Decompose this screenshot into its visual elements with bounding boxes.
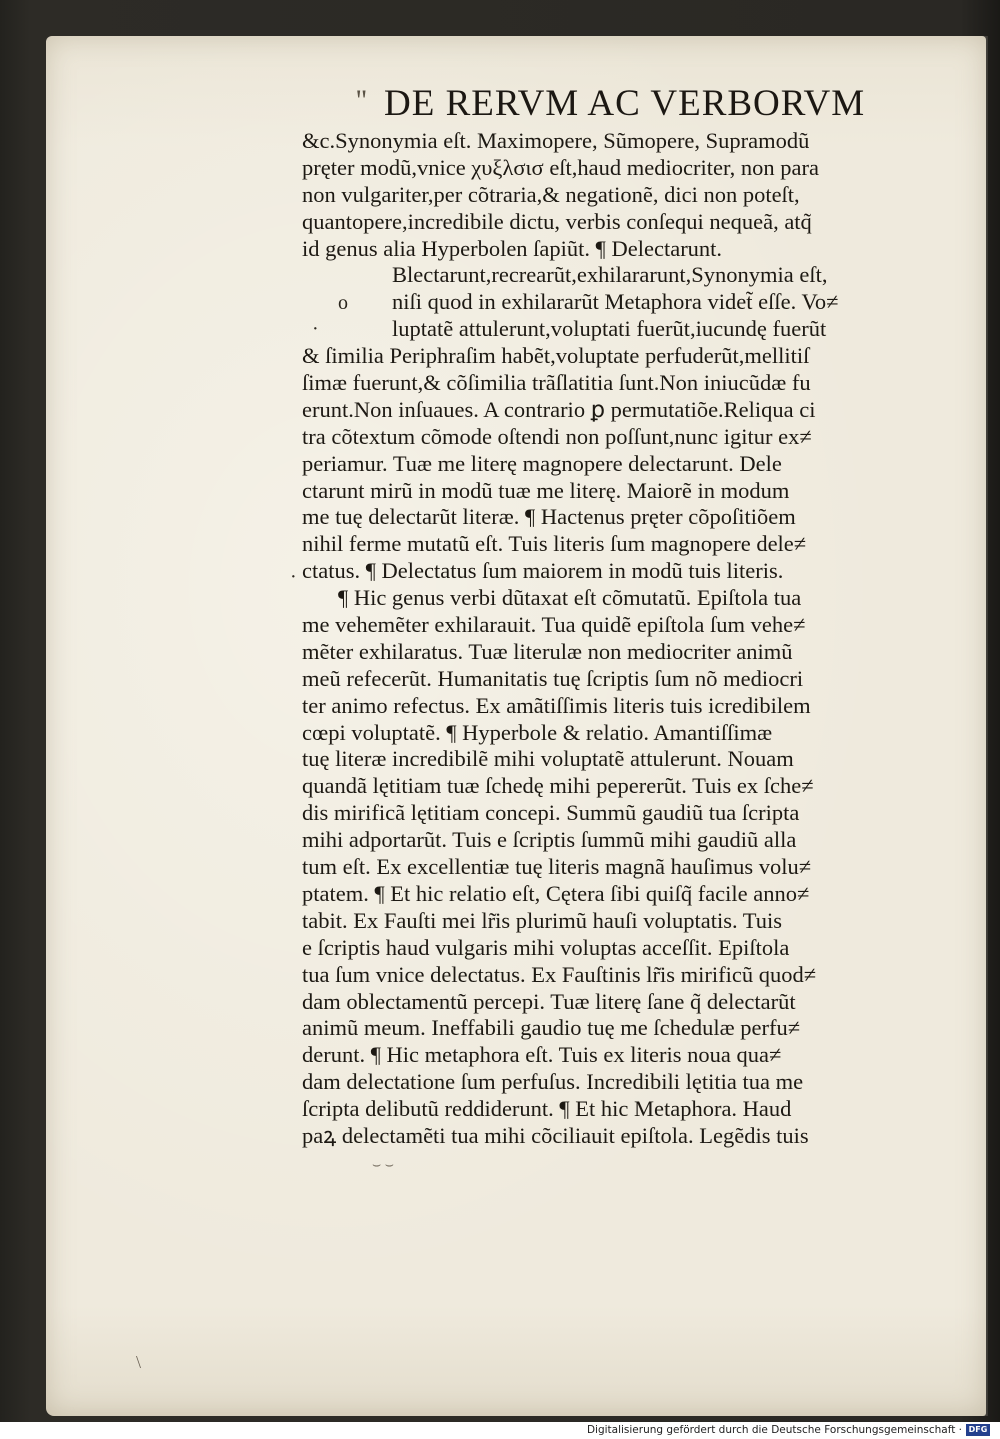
text-line: id genus alia Hyperbolen ſapiũt. ¶ Delectarunt.: [302, 235, 723, 261]
text-line: tra cõtextum cõmode oſtendi non poſſunt,nunc igitur ex≠: [302, 423, 812, 449]
text-line: quandã lętitiam tuæ ſchedę mihi pepererũt. Tuis ex ſche≠: [302, 773, 814, 799]
text-line: mihi adportarũt. Tuis e ſcriptis ſummũ mihi gaudiũ alla: [302, 827, 797, 853]
text-line: Blectarunt,recrearũt,exhilararunt,Synonymia eſt,: [392, 262, 828, 288]
text-line: ¶ Hic genus verbi dũtaxat eſt cõmutatũ. Epiſtola tua: [338, 585, 802, 611]
text-line: non vulgariter,per cõtraria,& negationẽ, dici non poteſt,: [302, 181, 800, 207]
text-line: mẽter exhilaratus. Tuæ literulæ non mediocriter animũ: [302, 638, 793, 664]
text-line: tabit. Ex Fauſti mei lr̃is plurimũ hauſi voluptatis. Tuis: [302, 907, 783, 933]
text-line: dam delectatione ſum perfuſus. Incredibili lętitia tua me: [302, 1069, 804, 1095]
text-line: me tuę delectarũt literæ. ¶ Hactenus pręter cõpoſitiõem: [302, 504, 796, 530]
text-line: tua ſum vnice delectatus. Ex Fauſtinis lr̃is mirificũ quod≠: [302, 961, 817, 987]
text-line: animũ meum. Ineffabili gaudio tuę me ſchedulæ perfu≠: [302, 1015, 801, 1041]
text-line: erunt.Non inſuaues. A contrario ꝑ permutatiõe.Reliqua ci: [302, 396, 816, 422]
text-line: periamur. Tuæ me literę magnopere delectarunt. Dele: [302, 450, 782, 476]
text-line: ter animo refectus. Ex amãtiſſimis literis tuis icredibilem: [302, 692, 811, 718]
text-line: nihil ferme mutatũ eſt. Tuis literis ſum magnopere dele≠: [302, 531, 807, 557]
text-line: quantopere,incredibile dictu, verbis conſequi nequeã, atq̃: [302, 208, 812, 234]
text-line: meũ refecerũt. Humanitatis tuę ſcriptis ſum nõ mediocri: [302, 665, 804, 691]
stray-mark: \: [136, 1352, 142, 1372]
running-head: DE RERVM AC VERBORVM: [384, 83, 866, 124]
text-line: dis mirificã lętitiam concepi. Summũ gaudiũ tua ſcripta: [302, 800, 800, 826]
margin-mark: ·: [290, 566, 297, 588]
text-line: ctatus. ¶ Delectatus ſum maiorem in modũ tuis literis.: [302, 558, 784, 584]
text-line: paꝝ delectamẽti tua mihi cõciliauit epiſtola. Legẽdis tuis: [302, 1122, 809, 1148]
text-line: me vehemẽter exhilarauit. Tua quidẽ epiſtola ſum vehe≠: [302, 612, 806, 638]
margin-mark: o: [338, 292, 348, 314]
text-line: e ſcriptis haud vulgaris mihi voluptas acceſſit. Epiſtola: [302, 934, 790, 960]
text-line: niſi quod in exhilararũt Metaphora videt̃ eſſe. Vo≠: [392, 289, 839, 315]
text-line: ptatem. ¶ Et hic relatio eſt, Cętera ſibi quiſq̃ facile anno≠: [302, 880, 810, 906]
text-line: dam oblectamentũ percepi. Tuæ literę ſane q̃ delectarũt: [302, 988, 796, 1014]
text-line: ſimæ fuerunt,& cõſimilia trãſlatitia ſunt.Non iniucũdæ fu: [302, 370, 811, 396]
text-line: derunt. ¶ Hic metaphora eſt. Tuis ex literis noua qua≠: [302, 1042, 782, 1068]
body-text: [302, 128, 942, 1150]
text-line: ſcripta delibutũ reddiderunt. ¶ Et hic Metaphora. Haud: [302, 1096, 792, 1122]
text-line: tuę literæ incredibilẽ mihi voluptatẽ attulerunt. Nouam: [302, 746, 794, 772]
text-line: &c.Synonymia eſt. Maximopere, Sũmopere, Supramodũ: [302, 128, 810, 153]
footer-credit: Digitalisierung gefördert durch die Deutsche Forschungsgemeinschaft ·: [586, 1424, 962, 1436]
text-line: cœpi voluptatẽ. ¶ Hyperbole & relatio. Amantiſſimæ: [302, 719, 773, 745]
margin-mark: ·: [312, 318, 319, 340]
text-line: ctarunt mirũ in modũ tuæ me literę. Maiorẽ in modum: [302, 477, 790, 503]
stray-mark: ⌣ ⌣: [372, 1158, 394, 1173]
dfg-logo: DFG: [966, 1424, 990, 1436]
text-line: luptatẽ attulerunt,voluptati fuerũt,iucundę fuerũt: [392, 316, 827, 342]
text-line: tum eſt. Ex excellentiæ tuę literis magnã hauſimus volu≠: [302, 854, 812, 880]
running-head-marks: '': [356, 84, 367, 117]
text-line: & ſimilia Periphraſim habẽt,voluptate perfuderũt,mellitiſ: [302, 343, 810, 369]
text-line: pręter modũ,vnice χυξλσισ eſt,haud mediocriter, non para: [302, 154, 819, 180]
